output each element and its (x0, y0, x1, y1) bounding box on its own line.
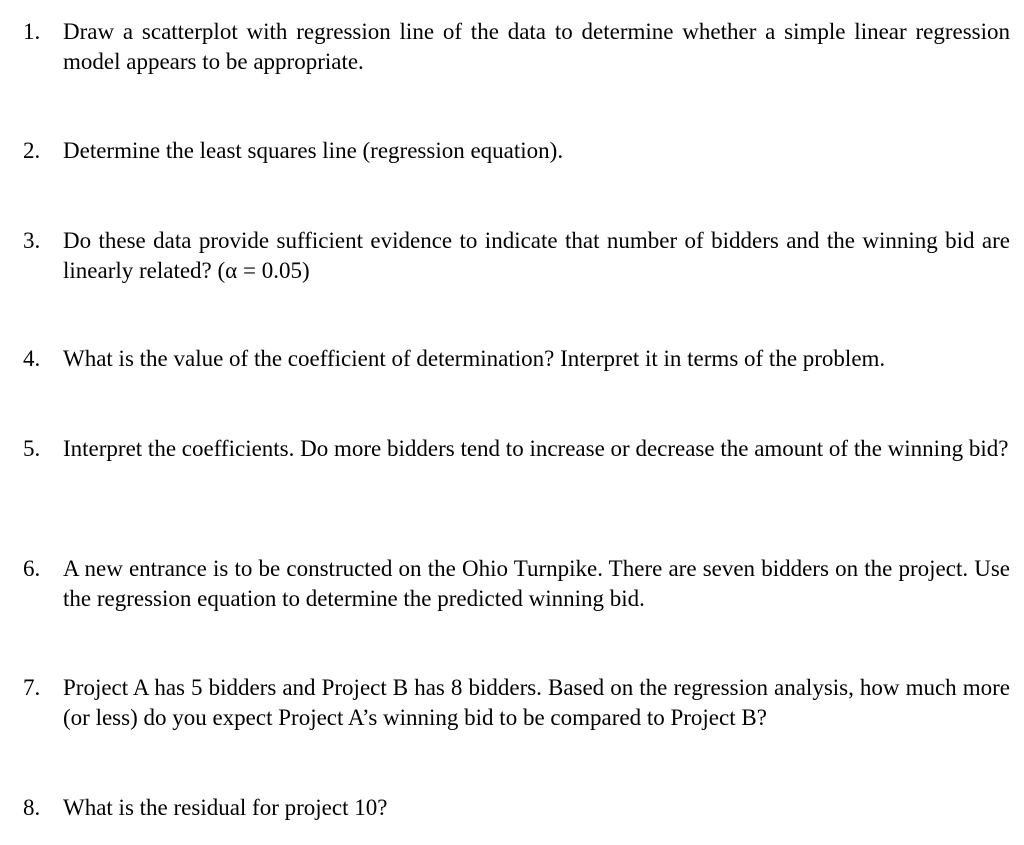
question-6 (23, 554, 1010, 614)
question-text: Do these data provide sufficient evidence to indicate that number of bidders and the winning bid are linearly related? (α = 0.05) (63, 228, 1010, 283)
question-number: 7. (23, 675, 41, 700)
question-number: 3. (23, 228, 41, 253)
question-text: Interpret the coefficients. Do more bidders tend to increase or decrease the amount of the winning bid? (63, 436, 1009, 461)
question-text: Determine the least squares line (regression equation). (63, 138, 564, 163)
question-5 (23, 434, 1010, 464)
question-number: 4. (23, 346, 41, 371)
question-text: Draw a scatterplot with regression line of the data to determine whether a simple linear regression model appears to be appropriate. (63, 19, 1010, 74)
question-7 (23, 673, 1010, 733)
question-number: 5. (23, 436, 41, 461)
question-1 (23, 17, 1010, 77)
question-4 (23, 344, 1010, 374)
question-2 (23, 136, 1010, 166)
question-text: What is the residual for project 10? (63, 795, 388, 820)
question-8 (23, 793, 1010, 823)
question-3 (23, 226, 1010, 286)
question-text: What is the value of the coefficient of determination? Interpret it in terms of the problem. (63, 346, 886, 371)
question-number: 1. (23, 19, 41, 44)
question-number: 8. (23, 795, 41, 820)
question-number: 6. (23, 556, 41, 581)
question-text: A new entrance is to be constructed on the Ohio Turnpike. There are seven bidders on the project. Use the regression equation to determine the predicted winning bid. (63, 556, 1010, 611)
question-number: 2. (23, 138, 41, 163)
question-text: Project A has 5 bidders and Project B has 8 bidders. Based on the regression analysis, how much more (or less) do you expect Project A’s winning bid to be compared to Project B? (63, 675, 1010, 730)
